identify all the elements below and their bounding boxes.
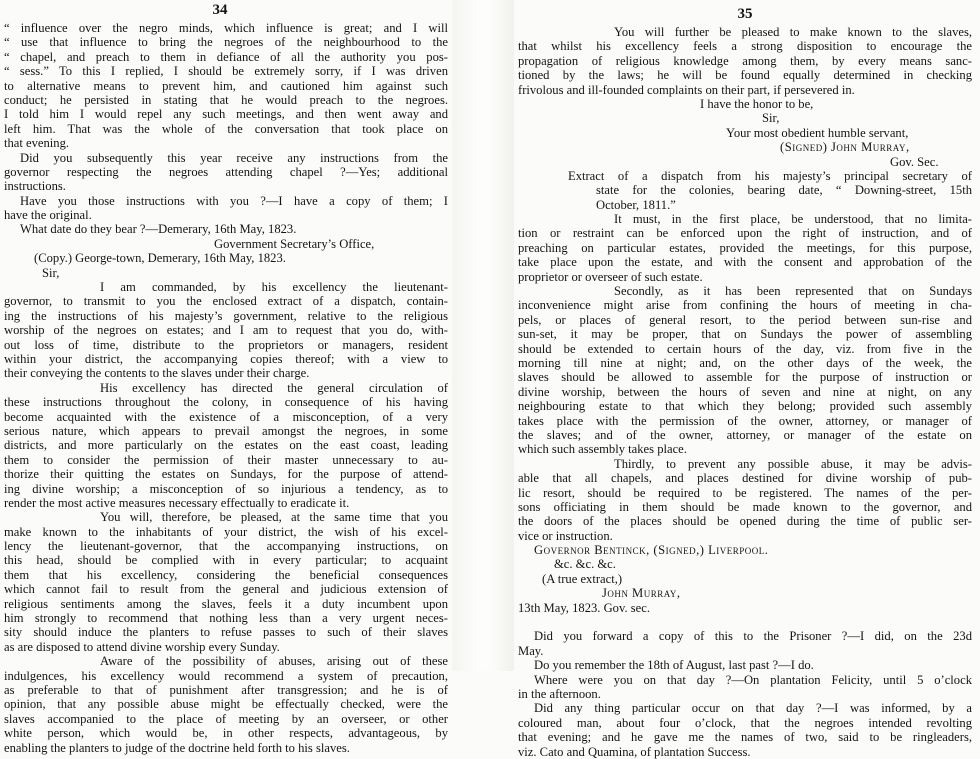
text-line: frivolous and ill-founded complaints on their part, if persevered in. [518, 82, 855, 97]
text-line: 13th May, 1823. Gov. sec. [518, 600, 650, 615]
text-line: ing divine worship; a misconception of so injurious a tendency, as to [4, 481, 448, 496]
text-line: to alternative means to prevent him, and cautioned him against such [4, 78, 448, 93]
text-line: districts, and more particularly on the estates on the east coast, leading [4, 438, 448, 453]
text-line: Did you subsequently this year receive any instructions from the [20, 150, 448, 165]
text-line: “ influence over the negro minds, which influence is great; and I will [4, 21, 448, 35]
text-line: thorize their quitting the estates on Sundays, for the purpose of attend- [4, 467, 448, 482]
text-line [518, 615, 972, 629]
text-line: sons officiating in them should be made known to the governor, and [518, 499, 972, 514]
text-line: takes place with the permission of the owner, attorney, or manager of [518, 413, 972, 428]
text-line: governor respecting the negroes attending chapel ?—Yes; additional [4, 164, 448, 179]
text-line: His excellency has directed the general circulation of [100, 380, 448, 395]
text-line: slaves accompanied to the place of meeting by an overseer, or other [4, 711, 448, 726]
text-line: religious sentiments among the slaves, feels it a duty incumbent upon [4, 596, 448, 611]
text-line: “ chapel, and preach to them in defiance of all the authority you pos- [4, 49, 448, 64]
text-line: governor, to transmit to you the enclosed extract of a dispatch, contain- [4, 294, 448, 309]
text-line: coloured man, about four o’clock, that the negroes intended revolting [518, 715, 972, 730]
text-line: tioned by the laws; he will be found equally determined in checking [518, 68, 972, 83]
text-line: within your district, the accompanying copies thereof; with a view to [4, 351, 448, 366]
text-line: them that his excellency, considering the beneficial consequences [4, 567, 448, 582]
text-line: vice or instruction. [518, 528, 613, 543]
text-line: state for the colonies, bearing date, “ Downing-street, 15th [596, 183, 972, 198]
text-line: sity should induce the planters to refuse passes to such of their slaves [4, 625, 448, 640]
text-line: It must, in the first place, be understood, that no limita- [614, 212, 972, 227]
text-line: ing the instructions of his majesty’s government, relative to the religious [4, 308, 448, 323]
text-line: make known to the inhabitants of your district, the wish of his excel- [4, 524, 448, 539]
text-line: tion or restraint can be enforced upon the right of instruction, and of [518, 226, 972, 241]
text-line: Aware of the possibility of abuses, arising out of these [100, 654, 448, 669]
text-line: him strongly to recommend that nothing less than a very urgent neces- [4, 611, 448, 626]
text-line: white person, which would be, in other respects, advantageous, by [4, 726, 448, 741]
text-line: Thirdly, to prevent any possible abuse, it may be advis- [614, 456, 972, 471]
text-line: (Signed) John Murray, [780, 140, 910, 155]
text-line: which such assembly takes place. [518, 442, 687, 457]
text-line: instructions. [4, 179, 66, 194]
text-line: October, 1811.” [596, 197, 676, 212]
text-line: that evening. [4, 136, 70, 151]
text-line: enabling the planters to judge of the doctrine held forth to his slaves. [4, 740, 350, 755]
text-line: neighbouring estate to that which they belong; provided such assembly [518, 399, 972, 414]
text-line: Sir, [762, 111, 780, 126]
text-line: left him. That was the whole of the conversation that took place on [4, 121, 448, 136]
text-line: take place upon the estate, and with the consent and approbation of the [518, 255, 972, 270]
text-line: them to consider the permission of their master unnecessary to au- [4, 452, 448, 467]
text-line: “ use that influence to bring the negroes of the neighbourhood to the [4, 35, 448, 50]
text-line: “ sess.” To this I replied, I should be extremely sorry, if I was driven [4, 64, 448, 79]
text-line: May. [518, 643, 544, 658]
text-line: indulgences, his excellency would recommend a system of precaution, [4, 668, 448, 683]
text-line: Where were you on that day ?—On plantation Felicity, until 5 o’clock [534, 672, 972, 687]
text-line: morning till nine at night; and, on the other days of the week, the [518, 355, 972, 370]
text-line: which cannot fail to result from the general and judicious extension of [4, 582, 448, 597]
text-line: lic resort, should be required to be registered. The names of the per- [518, 485, 972, 500]
text-line: have the original. [4, 208, 92, 223]
text-line: worship of the negroes on estates; and I am to request that you do, with- [4, 323, 448, 338]
text-line: that whilst his excellency feels a strong disposition to encourage the [518, 39, 972, 54]
right-page-body [518, 25, 972, 759]
text-line: Gov. Sec. [890, 154, 939, 169]
text-line: viz. Cato and Quamina, of plantation Success. [518, 744, 751, 759]
book-gutter [452, 0, 514, 671]
text-line: Do you remember the 18th of August, last past ?—I do. [534, 658, 814, 673]
text-line: What date do they bear ?—Demerary, 16th May, 1823. [20, 222, 297, 237]
left-page-body [4, 21, 448, 755]
text-line: John Murray, [602, 586, 681, 601]
text-line: preaching on particular estates, provided the meetings, for this purpose, [518, 240, 972, 255]
text-line: opinion, that any possible abuse might be effectually checked, were the [4, 697, 448, 712]
text-line: I am commanded, by his excellency the lieutenant- [100, 280, 448, 295]
right-page-number: 35 [737, 6, 753, 22]
text-line: able that all chapels, and places destined for divine worship of pub- [518, 471, 972, 486]
text-line: should be extended to certain hours of the day, viz. from five in the [518, 341, 972, 356]
text-line: (Copy.) George-town, Demerary, 16th May, 1823. [34, 251, 286, 266]
text-line: that evening; and he gave me the names of two, said to be ringleaders, [518, 730, 972, 745]
text-line: inconvenience might arise from confining the hours of meeting in cha- [518, 298, 972, 313]
text-line: as preferable to that of punishment after transgression; and he is of [4, 682, 448, 697]
text-line: these instructions throughout the colony, in consequence of his having [4, 395, 448, 410]
text-line: You will, therefore, be pleased, at the same time that you [100, 510, 448, 525]
text-line: out loss of time, distribute to the proprietors or managers, resident [4, 337, 448, 352]
text-line: You will further be pleased to make known to the slaves, [614, 25, 972, 39]
text-line: proprietor or overseer of such estate. [518, 269, 703, 284]
text-line: the slaves; and of the owner, attorney, or manager of the estate on [518, 427, 972, 442]
text-line: lency the lieutenant-governor, that the accompanying instructions, on [4, 539, 448, 554]
text-line: become acquainted with the existence of a misconception, of a very [4, 409, 448, 424]
text-line: Governor Bentinck, (Signed,) Liverpool. [534, 543, 769, 558]
text-line: pels, or places of general resort, to the period between sun-rise and [518, 312, 972, 327]
text-line: their conveying the contents to the slaves under their charge. [4, 366, 310, 381]
text-line: the doors of the places should be opened during the time of public ser- [518, 514, 972, 529]
text-line: Secondly, as it has been represented that on Sundays [614, 284, 972, 299]
text-line: sun-set, it may be proper, that on Sundays the power of assembling [518, 327, 972, 342]
right-page [514, 0, 976, 759]
text-line: divine worship, between the hours of seven and nine at night, on any [518, 384, 972, 399]
text-line: serious nature, which appears to prevail amongst the negroes, in some [4, 423, 448, 438]
text-line: Have you those instructions with you ?—I have a copy of them; I [20, 193, 448, 208]
text-line: Did any thing particular occur on that day ?—I was informed, by a [534, 701, 972, 716]
text-line: Did you forward a copy of this to the Prisoner ?—I did, on the 23d [534, 629, 972, 644]
text-line: slaves should be allowed to assemble for the purpose of instruction or [518, 370, 972, 385]
text-line: Your most obedient humble servant, [726, 125, 909, 140]
text-line: Extract of a dispatch from his majesty’s principal secretary of [568, 168, 972, 183]
text-line: I told him I would repel any such meetings, and then went away and [4, 107, 448, 122]
text-line: propagation of religious knowledge among them, by every means sanc- [518, 53, 972, 68]
text-line: (A true extract,) [542, 571, 623, 586]
text-line: Sir, [42, 265, 60, 280]
text-line: in the afternoon. [518, 686, 601, 701]
left-page-number: 34 [212, 2, 228, 18]
text-line: conduct; he persisted in stating that he would preach to the negroes. [4, 92, 448, 107]
text-line: &c. &c. &c. [554, 557, 616, 572]
text-line: as are disposed to attend divine worship every Sunday. [4, 639, 280, 654]
left-page [0, 0, 452, 755]
text-line: this head, should be complied with in every particular; to acquaint [4, 553, 448, 568]
text-line: Government Secretary’s Office, [214, 236, 375, 251]
text-line: I have the honor to be, [700, 96, 814, 111]
text-line: render the most active measures necessary effectually to eradicate it. [4, 495, 350, 510]
